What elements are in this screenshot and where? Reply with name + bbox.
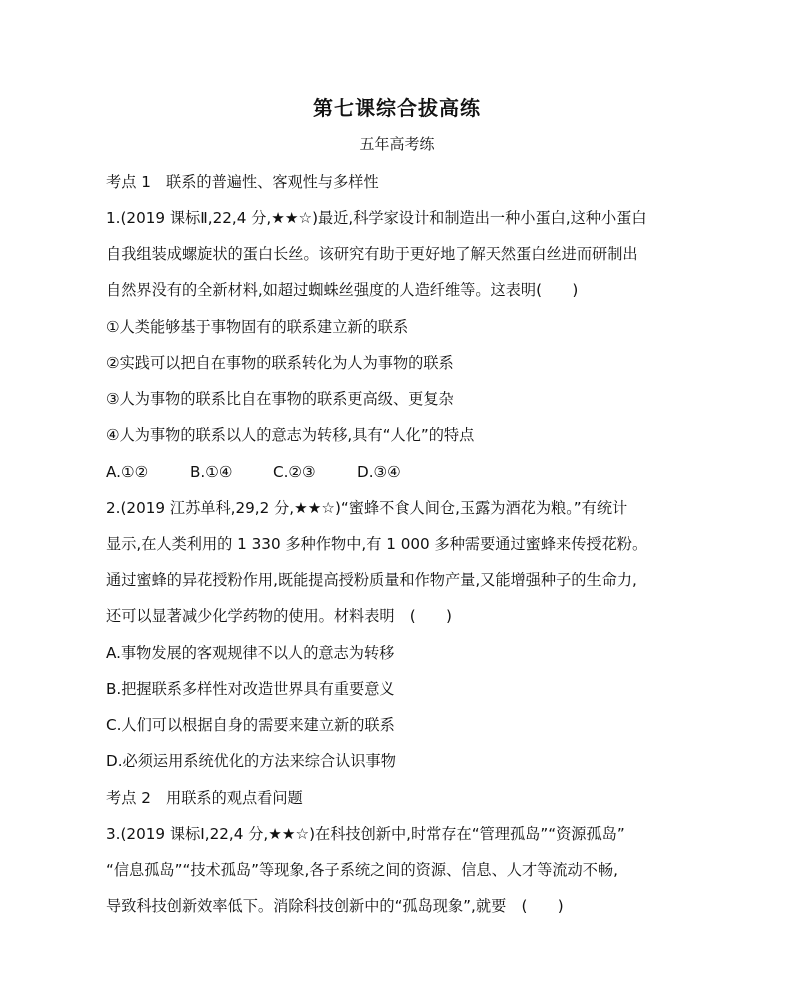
answer-options-row [106,462,401,482]
statement-item: ④人为事物的联系以人的意志为转移,具有“人化”的特点 [106,426,475,444]
question-stem-line: 自然界没有的全新材料,如超过蜘蛛丝强度的人造纤维等。这表明( ) [106,281,579,299]
answer-option[interactable]: B.把握联系多样性对改造世界具有重要意义 [106,680,395,698]
answer-option[interactable]: C.人们可以根据自身的需要来建立新的联系 [106,716,395,734]
answer-option[interactable]: C.②③ [273,463,316,481]
question-stem-line: 通过蜜蜂的异花授粉作用,既能提高授粉质量和作物产量,又能增强种子的生命力, [106,571,637,589]
answer-option[interactable]: B.①④ [190,463,233,481]
page-title: 第七课综合拔高练 [313,96,481,120]
question-stem-line: 3.(2019 课标Ⅰ,22,4 分,★★☆)在科技创新中,时常存在“管理孤岛”“资源孤岛” [106,825,625,843]
answer-option[interactable]: A.①② [106,463,149,481]
section-heading: 考点 2 用联系的观点看问题 [106,789,303,807]
statement-item: ①人类能够基于事物固有的联系建立新的联系 [106,318,409,336]
question-stem-line: “信息孤岛”“技术孤岛”等现象,各子系统之间的资源、信息、人才等流动不畅, [106,861,618,879]
question-stem-line: 2.(2019 江苏单科,29,2 分,★★☆)“蜜蜂不食人间仓,玉露为酒花为粮。”有统计 [106,499,628,517]
question-stem-line: 显示,在人类利用的 1 330 多种作物中,有 1 000 多种需要通过蜜蜂来传授花粉。 [106,535,648,553]
answer-option[interactable]: D.③④ [357,463,401,481]
question-stem-line: 1.(2019 课标Ⅱ,22,4 分,★★☆)最近,科学家设计和制造出一种小蛋白,这种小蛋白 [106,209,647,227]
statement-item: ②实践可以把自在事物的联系转化为人为事物的联系 [106,354,454,372]
answer-option[interactable]: D.必须运用系统优化的方法来综合认识事物 [106,752,396,770]
question-stem-line: 导致科技创新效率低下。消除科技创新中的“孤岛现象”,就要 ( ) [106,897,564,915]
answer-option[interactable]: A.事物发展的客观规律不以人的意志为转移 [106,644,395,662]
page-subtitle: 五年高考练 [359,135,435,153]
question-stem-line: 自我组装成螺旋状的蛋白长丝。该研究有助于更好地了解天然蛋白丝进而研制出 [106,245,638,263]
question-stem-line: 还可以显著减少化学药物的使用。材料表明 ( ) [106,607,452,625]
section-heading: 考点 1 联系的普遍性、客观性与多样性 [106,173,379,191]
statement-item: ③人为事物的联系比自在事物的联系更高级、更复杂 [106,390,454,408]
